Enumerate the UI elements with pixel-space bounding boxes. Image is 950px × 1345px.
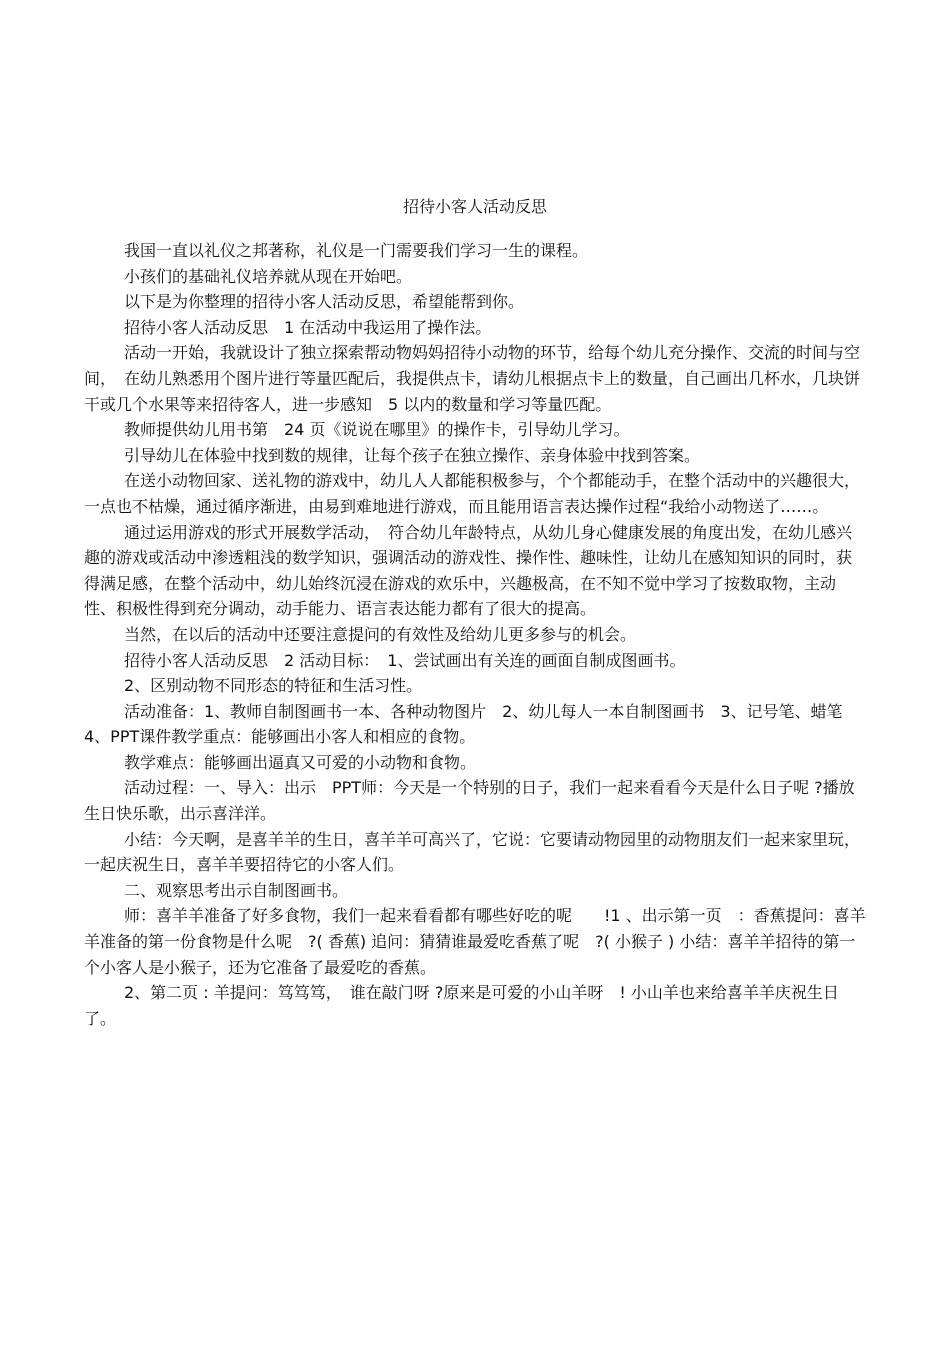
paragraph-5: 活动一开始，我就设计了独立探索帮动物妈妈招待小动物的环节，给每个幼儿充分操作、交流的时间与空间， 在幼儿熟悉用个图片进行等量匹配后，我提供点卡，请幼儿根据点卡上的数量，自己画出几杯水，几块饼干或几个水果等来招待客人，进一步感知 5 以内的数量和学习等量匹配。 xyxy=(84,343,861,414)
paragraph-18: 师：喜羊羊准备了好多食物，我们一起来看看都有哪些好吃的呢 !1 、出示第一页 ：香蕉提问：喜羊羊准备的第一份食物是什么呢 ?( 香蕉) 追问：猜猜谁最爱吃香蕉了呢 ?( 小猴子 ) 小结：喜羊羊招待的第一个小客人是小猴子，还为它准备了最爱吃的香蕉。 xyxy=(84,906,866,977)
paragraph-3: 以下是为你整理的招待小客人活动反思，希望能帮到你。 xyxy=(124,292,525,312)
paragraph-4: 招待小客人活动反思 1 在活动中我运用了操作法。 xyxy=(124,317,492,337)
paragraph-16: 小结：今天啊，是喜羊羊的生日，喜羊羊可高兴了，它说：它要请动物园里的动物朋友们一起来家里玩，一起庆祝生日，喜羊羊要招待它的小客人们。 xyxy=(84,829,861,875)
paragraph-8: 在送小动物回家、送礼物的游戏中，幼儿人人都能积极参与，个个都能动手，在整个活动中的兴趣很大，一点也不枯燥，通过循序渐进，由易到难地进行游戏，而且能用语言表达操作过程“我给小动物送了……。 xyxy=(84,471,861,516)
paragraph-6: 教师提供幼儿用书第 24 页《说说在哪里》的操作卡，引导幼儿学习。 xyxy=(124,420,630,440)
paragraph-9: 通过运用游戏的形式开展数学活动， 符合幼儿年龄特点，从幼儿身心健康发展的角度出发，在幼儿感兴趣的游戏或活动中渗透粗浅的数学知识，强调活动的游戏性、操作性、趣味性，让幼儿在感知知识的同时，获得满足感，在整个活动中，幼儿始终沉浸在游戏的欢乐中，兴趣极高，在不知不觉中学习了按数取物，主动性、积极性得到充分调动，动手能力、语言表达能力都有了很大的提高。 xyxy=(84,522,853,619)
paragraph-19: 2、第二页 : 羊提问：笃笃笃， 谁在敲门呀 ?原来是可爱的小山羊呀 ! 小山羊也来给喜羊羊庆祝生日了。 xyxy=(84,983,839,1028)
paragraph-13: 活动准备：1、教师自制图画书一本、各种动物图片 2、幼儿每人一本自制图画书 3、记号笔、蜡笔 4、PPT课件教学重点：能够画出小客人和相应的食物。 xyxy=(84,701,859,747)
paragraph-10: 当然，在以后的活动中还要注意提问的有效性及给幼儿更多参与的机会。 xyxy=(124,624,637,644)
paragraph-11: 招待小客人活动反思 2 活动目标： 1、尝试画出有关连的画面自制成图画书。 xyxy=(124,650,686,670)
paragraph-1: 我国一直以礼仪之邦著称，礼仪是一门需要我们学习一生的课程。 xyxy=(124,241,589,260)
paragraph-7: 引导幼儿在体验中找到数的规律，让每个孩子在独立操作、亲身体验中找到答案。 xyxy=(124,445,701,465)
paragraph-17: 二、观察思考出示自制图画书。 xyxy=(124,880,349,900)
document-title: 招待小客人活动反思 xyxy=(402,197,547,216)
paragraph-2: 小孩们的基础礼仪培养就从现在开始吧。 xyxy=(124,266,413,286)
paragraph-15: 活动过程：一、导入：出示 PPT师：今天是一个特别的日子，我们一起来看看今天是什么日子呢 ?播放生日快乐歌，出示喜洋洋。 xyxy=(84,778,855,824)
paragraph-12: 2、区别动物不同形态的特征和生活习性。 xyxy=(124,676,423,696)
document-body xyxy=(84,238,866,1031)
paragraph-14: 教学难点：能够画出逼真又可爱的小动物和食物。 xyxy=(124,752,477,772)
